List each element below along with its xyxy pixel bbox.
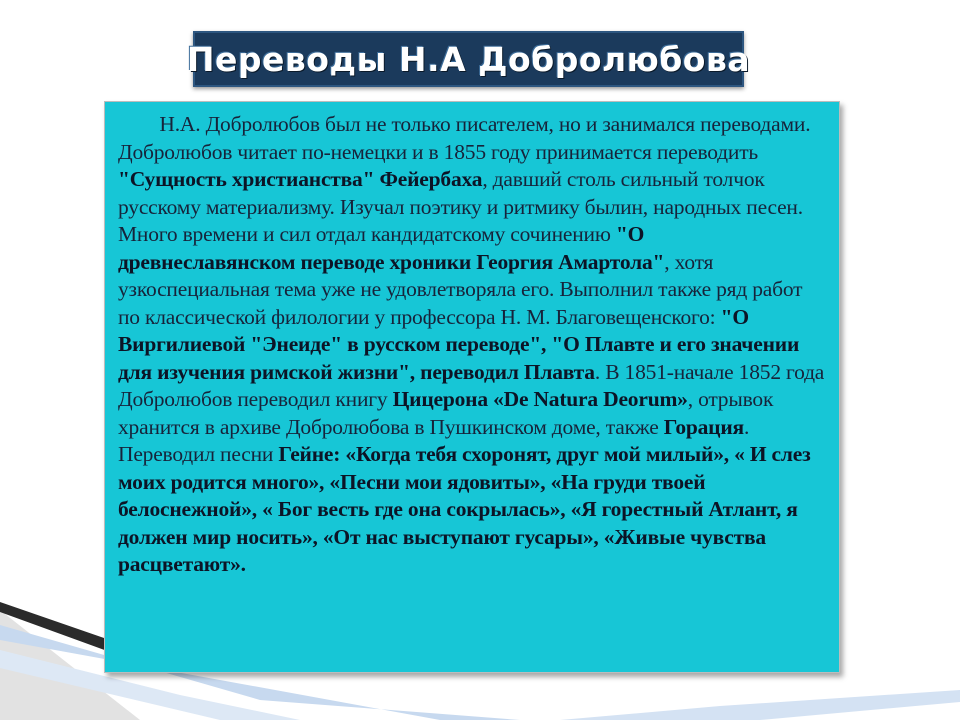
slide-title: Переводы Н.А Добролюбова — [186, 39, 751, 79]
text-segment: Н.А. Добролюбов был не только писателем, но и занимался переводами. Добролюбов читает по-немецки и в 1855 году принимается переводить — [118, 112, 811, 164]
stripe-blue-3 — [560, 690, 960, 720]
text-segment: , хотя узкоспециальная тема уже не удовлетворяла его. Выполнил также ряд работ по классической филологии у профессора Н. М. Благовещенского: — [118, 249, 803, 329]
body-paragraph — [118, 111, 825, 579]
bold-segment: "О Виргилиевой "Энеиде" в русском переводе", "О Плавте и его значении для изучения римской жизни", переводил Плавта — [118, 304, 800, 384]
text-segment: , отрывок хранится в архиве Добролюбова в Пушкинском доме, также — [118, 387, 774, 439]
bold-segment: "Сущность христианства" Фейербаха — [118, 167, 483, 191]
bold-segment: Горация — [663, 414, 744, 439]
text-segment: . В 1851-начале 1852 года Добролюбов переводил книгу — [118, 359, 825, 411]
bold-segment: Цицерона «De Natura Deorum» — [392, 387, 688, 411]
text-segment: . Переводил песни — [118, 414, 750, 466]
text-segment: , давший столь сильный толчок русскому материализму. Изучал поэтику и ритмику былин, народных песен. Много времени и сил отдал кандидатскому сочинению — [118, 167, 803, 246]
bold-segment: "О древнеславянском переводе хроники Георгия Амартола" — [118, 222, 665, 274]
title-banner — [186, 31, 751, 87]
content-box — [104, 101, 840, 673]
paragraph-indent — [118, 112, 159, 136]
bold-segment: Гейне: «Когда тебя схоронят, друг мой милый», « И слез моих родится много», «Песни мои ядовиты», «На груди твоей белоснежной», « Бог весть где она сокрылась», «Я горестный Атлант, я должен мир носить», «От нас выступают гусары», «Живые чувства расцветают». — [118, 442, 811, 576]
